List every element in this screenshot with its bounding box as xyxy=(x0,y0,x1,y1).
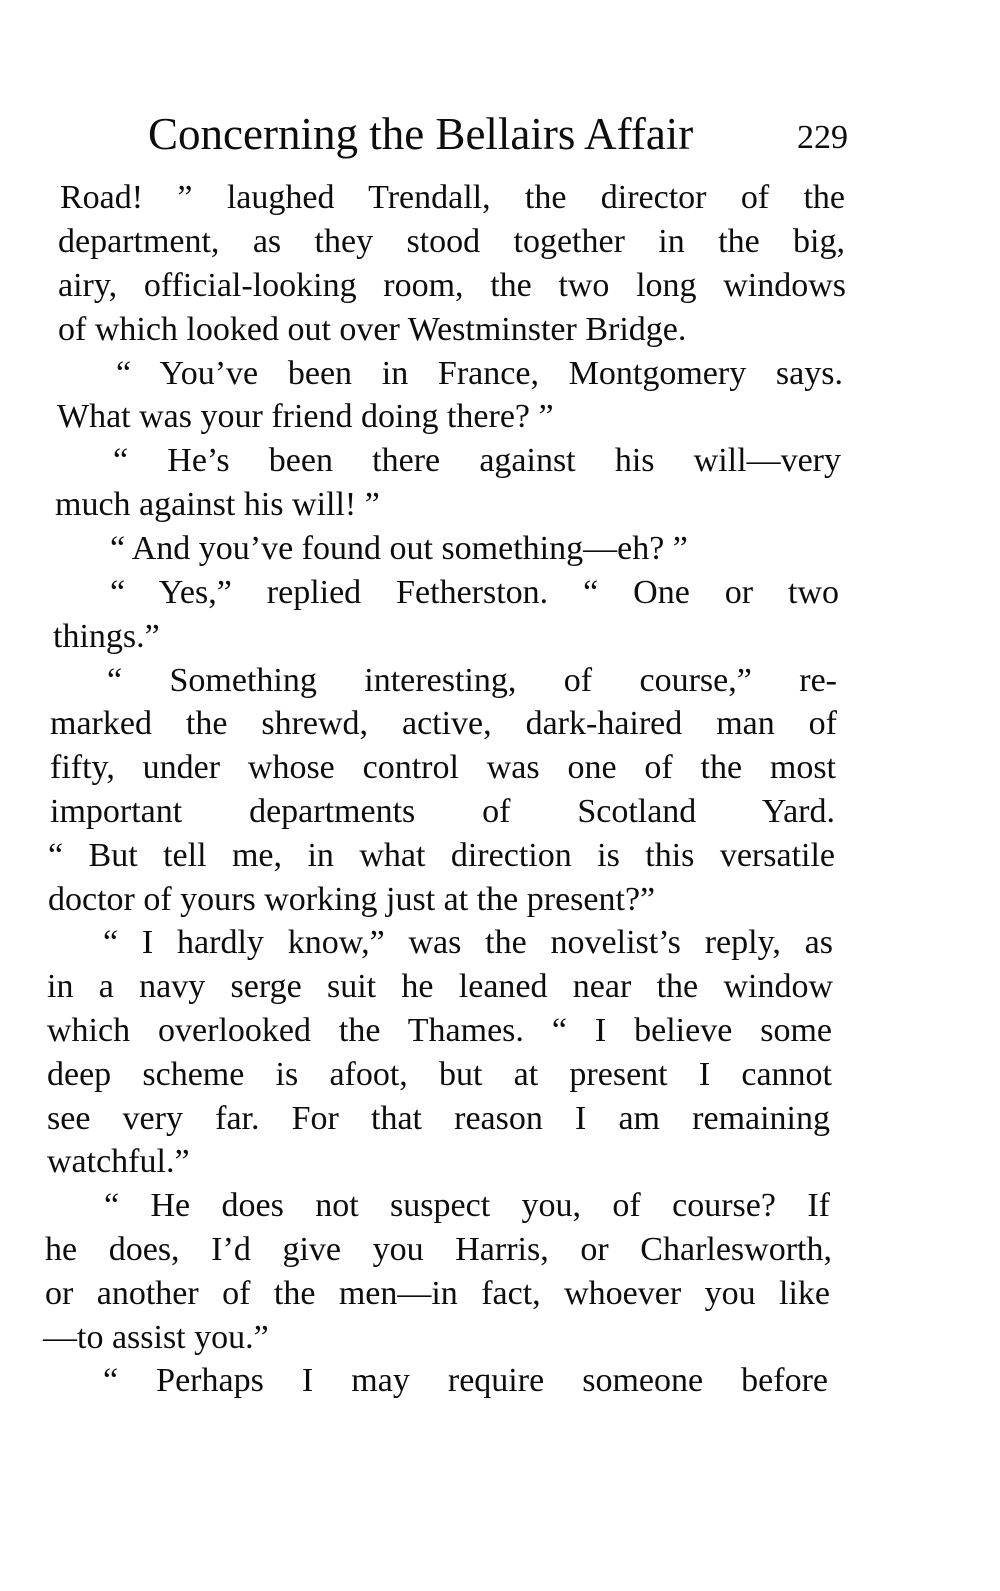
text-line: of which looked out over Westminster Bridge. xyxy=(58,311,687,348)
text-line: “ Yes,” replied Fetherston. “ One or two xyxy=(110,574,839,611)
running-title: Concerning the Bellairs Affair xyxy=(148,109,694,159)
text-line: which overlooked the Thames. “ I believe some xyxy=(47,1012,832,1049)
text-line: see very far. For that reason I am remaining xyxy=(47,1100,830,1137)
text-line: “ I hardly know,” was the novelist’s reply, as xyxy=(103,924,833,961)
text-line: —to assist you.” xyxy=(43,1319,269,1356)
text-line: “ Something interesting, of course,” re- xyxy=(107,662,837,699)
text-line: watchful.” xyxy=(47,1143,190,1180)
text-line: “ He does not suspect you, of course? If xyxy=(104,1187,830,1224)
text-line: in a navy serge suit he leaned near the window xyxy=(47,968,833,1005)
text-line: doctor of yours working just at the present?” xyxy=(48,881,656,918)
text-line: What was your friend doing there? ” xyxy=(57,398,554,435)
text-line: important departments of Scotland Yard. xyxy=(50,793,835,830)
text-line: department, as they stood together in the big, xyxy=(58,223,845,260)
running-header xyxy=(148,104,848,164)
text-line: or another of the men—in fact, whoever you like xyxy=(45,1275,830,1312)
text-line: things.” xyxy=(53,618,160,655)
text-line: airy, official-looking room, the two long windows xyxy=(58,267,846,304)
text-line: much against his will! ” xyxy=(55,486,380,523)
text-line: “ And you’ve found out something—eh? ” xyxy=(110,530,688,567)
text-line: “ Perhaps I may require someone before xyxy=(103,1362,828,1399)
page-number: 229 xyxy=(797,119,848,156)
text-line: “ He’s been there against his will—very xyxy=(113,442,841,479)
text-line: Road! ” laughed Trendall, the director of the xyxy=(60,179,845,216)
text-line: deep scheme is afoot, but at present I cannot xyxy=(47,1056,832,1093)
text-line: he does, I’d give you Harris, or Charlesworth, xyxy=(45,1231,832,1268)
text-line: fifty, under whose control was one of the most xyxy=(50,749,836,786)
text-line: marked the shrewd, active, dark-haired man of xyxy=(50,705,837,742)
text-line: “ But tell me, in what direction is this versatile xyxy=(48,837,835,874)
text-line: “ You’ve been in France, Montgomery says. xyxy=(116,355,843,392)
